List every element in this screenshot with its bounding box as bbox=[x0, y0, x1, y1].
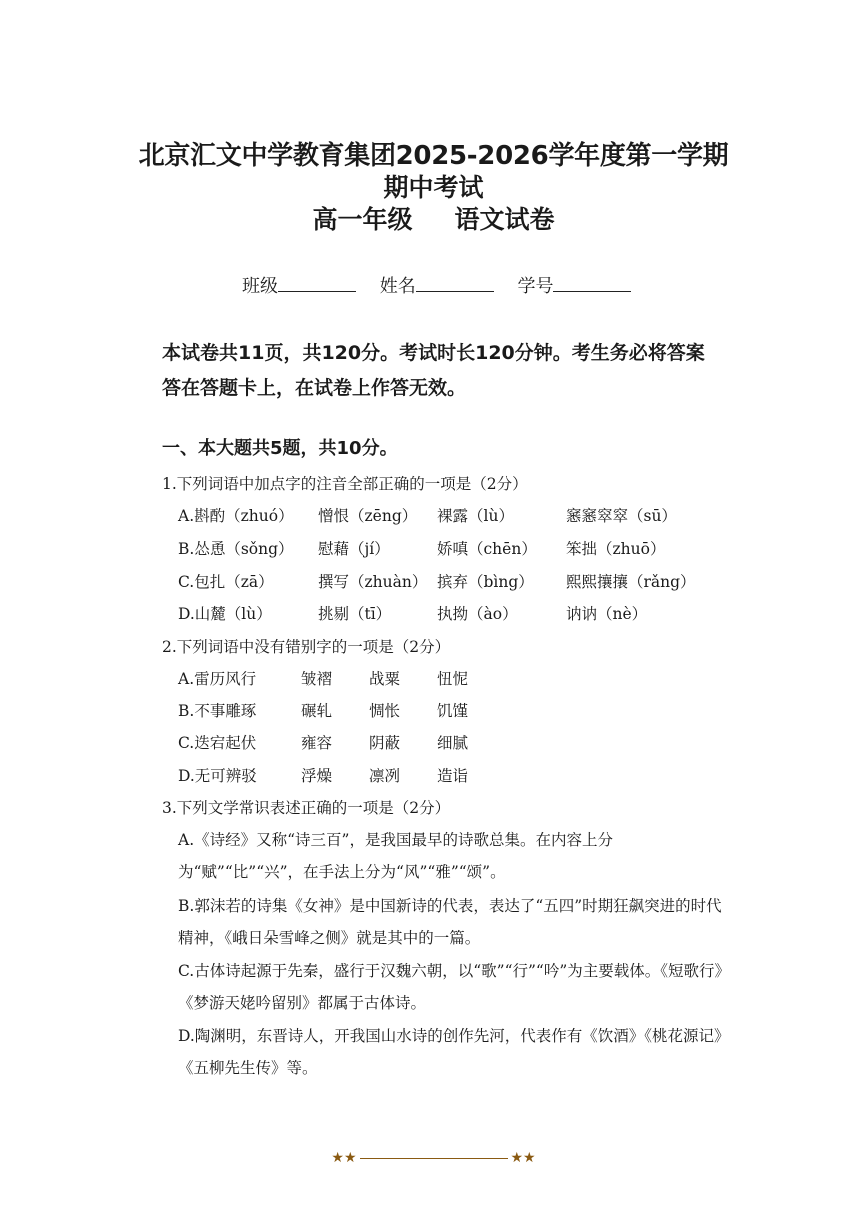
section-heading: 一、本大题共5题，共10分。 bbox=[162, 438, 398, 459]
question-1-stem: 1.下列词语中加点字的注音全部正确的一项是（2分） bbox=[162, 475, 528, 493]
name-label: 姓名 bbox=[379, 276, 416, 297]
option-cell: 雍容 bbox=[301, 734, 333, 752]
option-cell: C.迭宕起伏 bbox=[178, 734, 257, 752]
option-cell: 凛冽 bbox=[369, 767, 401, 785]
option-cell: 皱褶 bbox=[301, 670, 333, 688]
option-cell: 惆怅 bbox=[369, 702, 401, 720]
option-cell: 挑剔（tī） bbox=[318, 605, 392, 623]
option-cell: 娇嗔（chēn） bbox=[437, 540, 537, 558]
name-field[interactable] bbox=[416, 273, 494, 292]
page-footer-ornament bbox=[0, 1150, 867, 1166]
option-cell: 裸露（lù） bbox=[437, 507, 514, 525]
option-cell: 造诣 bbox=[437, 767, 469, 785]
id-label: 学号 bbox=[517, 276, 554, 297]
option-cell: 摈弃（bìng） bbox=[437, 573, 534, 591]
option-paragraph-b: B.郭沫若的诗集《女神》是中国新诗的代表，表达了“五四”时期狂飙突进的时代精神，《峨日朵雪峰之侧》就是其中的一篇。 bbox=[178, 897, 722, 947]
star-icon: ★★ bbox=[331, 1150, 357, 1166]
question-3-stem: 3.下列文学常识表述正确的一项是（2分） bbox=[162, 799, 451, 817]
option-cell: B.不事雕琢 bbox=[178, 702, 257, 720]
class-label: 班级 bbox=[242, 276, 278, 297]
class-field[interactable] bbox=[278, 273, 356, 292]
option-cell: 忸怩 bbox=[437, 670, 469, 688]
option-cell: A.雷历风行 bbox=[178, 670, 257, 688]
option-cell: 讷讷（nè） bbox=[566, 605, 648, 623]
student-info bbox=[242, 272, 649, 298]
exam-title: 北京汇文中学教育集团2025-2026学年度第一学期 bbox=[138, 141, 729, 171]
exam-notice: 本试卷共11页，共120分。考试时长120分钟。考生务必将答案答在答题卡上，在试卷上作答无效。 bbox=[162, 342, 705, 399]
option-cell: B.怂恿（sǒng） bbox=[178, 540, 294, 558]
option-cell: 细腻 bbox=[437, 734, 469, 752]
subject-label: 语文试卷 bbox=[454, 205, 555, 234]
grade-label: 高一年级 bbox=[312, 205, 413, 234]
option-cell: 碾轧 bbox=[301, 702, 333, 720]
star-icon: ★★ bbox=[510, 1150, 536, 1166]
option-cell: 窸窸窣窣（sū） bbox=[566, 507, 677, 525]
option-cell: 阴蔽 bbox=[369, 734, 401, 752]
option-cell: 浮燥 bbox=[301, 767, 333, 785]
option-cell: A.斟酌（zhuó） bbox=[178, 507, 294, 525]
option-paragraph-c: C.古体诗起源于先秦，盛行于汉魏六朝，以“歌”“行”“吟”为主要载体。《短歌行》《梦游天姥吟留别》都属于古体诗。 bbox=[178, 962, 723, 1012]
option-cell: 笨拙（zhuō） bbox=[566, 540, 666, 558]
grade-subject bbox=[0, 200, 867, 236]
option-cell: 憎恨（zēng） bbox=[318, 507, 418, 525]
option-cell: 饥馑 bbox=[437, 702, 469, 720]
option-cell: 战粟 bbox=[369, 670, 401, 688]
option-paragraph-a: A.《诗经》又称“诗三百”，是我国最早的诗歌总集。在内容上分为“赋”“比”“兴”，在手法上分为“风”“雅”“颂”。 bbox=[178, 831, 613, 881]
option-cell: D.山麓（lù） bbox=[178, 605, 272, 623]
option-cell: 执拗（ào） bbox=[437, 605, 518, 623]
question-2-stem: 2.下列词语中没有错别字的一项是（2分） bbox=[162, 638, 451, 656]
option-cell: 熙熙攘攘（rǎng） bbox=[566, 573, 696, 591]
option-paragraph-d: D.陶渊明，东晋诗人，开我国山水诗的创作先河，代表作有《饮酒》《桃花源记》《五柳先生传》等。 bbox=[178, 1027, 722, 1077]
exam-subtitle: 期中考试 bbox=[383, 173, 484, 202]
option-cell: 撰写（zhuàn） bbox=[318, 573, 428, 591]
option-cell: 慰藉（jí） bbox=[318, 540, 390, 558]
id-field[interactable] bbox=[553, 273, 631, 292]
option-cell: C.包扎（zā） bbox=[178, 573, 274, 591]
option-cell: D.无可辨驳 bbox=[178, 767, 257, 785]
divider bbox=[360, 1158, 508, 1159]
